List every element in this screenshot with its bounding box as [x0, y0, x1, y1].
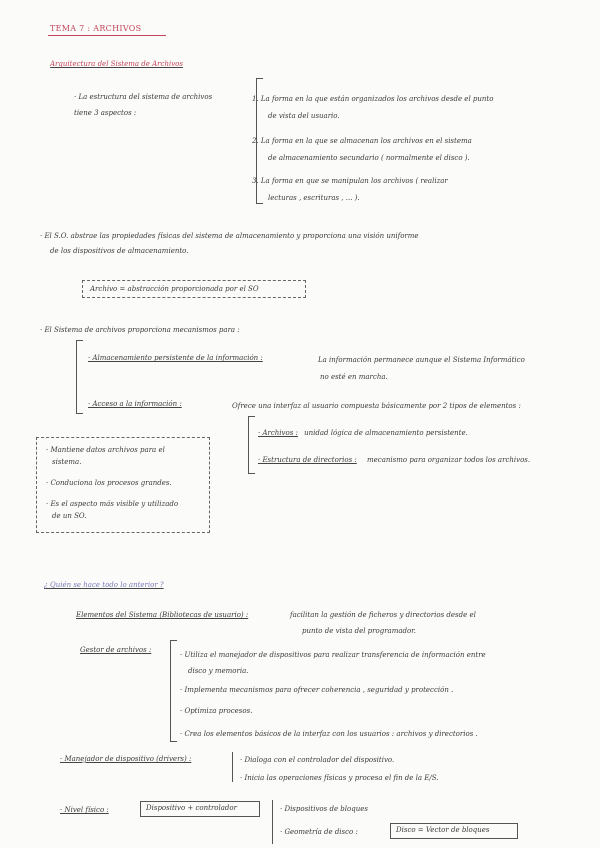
- page-title: TEMA 7 : ARCHIVOS: [50, 24, 142, 33]
- gestor-item-3: · Optimiza procesos.: [180, 707, 253, 715]
- nivel-fisico-label: · Nivel físico :: [60, 806, 109, 814]
- gestor-bracket: [170, 640, 177, 742]
- gestor-label: Gestor de archivos :: [80, 646, 152, 654]
- manejador-bracket: [232, 752, 233, 782]
- nivel-item-1: · Dispositivos de bloques: [280, 805, 368, 813]
- aspect-1: 1. La forma en la que están organizados los archivos desde el punto de vista del usuario.: [252, 95, 494, 120]
- quien-heading: ¿ Quién se hace todo lo anterior ?: [44, 581, 164, 589]
- sub-archivos: · Archivos : unidad lógica de almacenamiento persistente.: [258, 429, 468, 437]
- arquitectura-intro: [74, 93, 212, 118]
- title-underline: [48, 35, 166, 36]
- intro-line-1: · La estructura del sistema de archivos: [74, 93, 213, 101]
- manejador-item-1: · Dialoga con el controlador del dispositivo.: [240, 756, 395, 764]
- aspect-3: 3. La forma en que se manipulan los archivos ( realizar lecturas , escrituras , ... ).: [252, 177, 448, 202]
- nivel-item-2: · Geometría de disco :: [280, 828, 358, 836]
- so-paragraph: · El S.O. abstrae las propiedades físicas del sistema de almacenamiento y proporciona una visión uniforme de los dispositivos de almacenamiento.: [40, 232, 419, 255]
- interfaz-bracket: [248, 416, 255, 474]
- sistema-bracket: [76, 340, 83, 414]
- manejador-label: · Manejador de dispositivo (drivers) :: [60, 755, 192, 763]
- item-acceso: · Acceso a la información :: [88, 400, 182, 408]
- gestor-item-2: · Implementa mecanismos para ofrecer coherencia , seguridad y protección .: [180, 686, 454, 694]
- side-notes: · Mantiene datos archivos para el sistema. · Conduciona los procesos grandes. · Es el aspecto más visible y utilizado de un SO.: [46, 446, 179, 520]
- nivel-fisico-box-text: Dispositivo + controlador: [146, 804, 237, 812]
- manejador-item-2: · Inicia las operaciones físicas y procesa el fin de la E/S.: [240, 774, 439, 782]
- elementos-sistema-label: Elementos del Sistema (Bibliotecas de usuario) :: [76, 611, 249, 619]
- section-heading-arquitectura: Arquitectura del Sistema de Archivos: [50, 60, 183, 68]
- gestor-item-4: · Crea los elementos básicos de la interfaz con los usuarios : archivos y directorios .: [180, 730, 478, 738]
- nivel-bracket: [272, 800, 273, 844]
- intro-line-2: tiene 3 aspectos :: [74, 109, 137, 117]
- disco-vector-text: Disco = Vector de bloques: [396, 826, 490, 834]
- item-acceso-text: Ofrece una interfaz al usuario compuesta básicamente por 2 tipos de elementos :: [232, 402, 521, 410]
- gestor-item-1: · Utiliza el manejador de dispositivos para realizar transferencia de información entre disco y memoria.: [180, 651, 486, 675]
- aspect-2: 2. La forma en la que se almacenan los archivos en el sistema de almacenamiento secundario ( normalmente el disco ).: [252, 137, 472, 162]
- item-almacenamiento-text: La información permanece aunque el Sistema Informático no esté en marcha.: [318, 356, 525, 381]
- elementos-sistema-text: facilitan la gestión de ficheros y directorios desde el punto de vista del programador.: [290, 611, 476, 635]
- sistema-heading: · El Sistema de archivos proporciona mecanismos para :: [40, 326, 240, 334]
- sub-directorios: · Estructura de directorios : mecanismo para organizar todos los archivos.: [258, 456, 531, 464]
- item-almacenamiento: · Almacenamiento persistente de la información :: [88, 354, 263, 362]
- archivo-definition: Archivo = abstracción proporcionada por el SO: [90, 285, 259, 293]
